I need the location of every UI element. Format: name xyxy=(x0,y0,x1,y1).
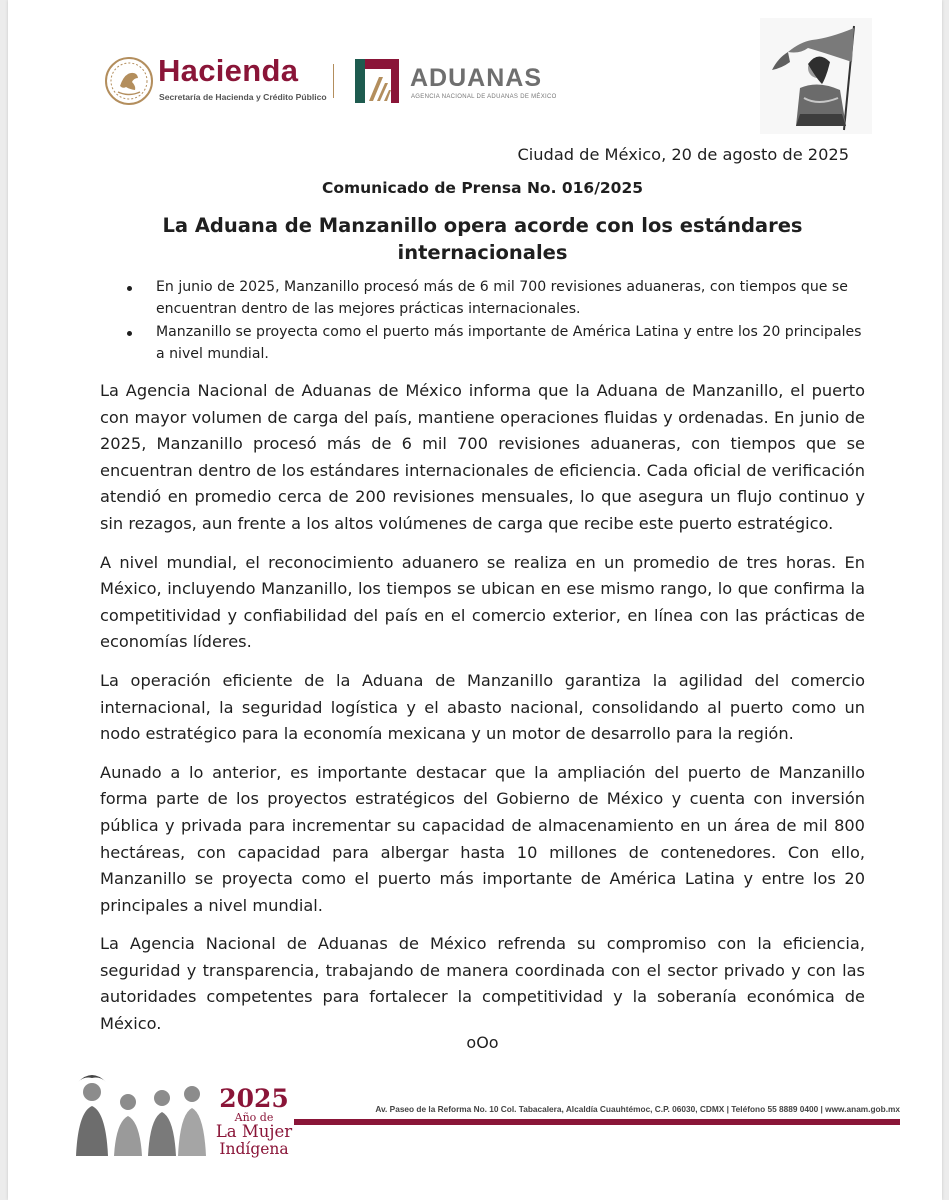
summary-bullet-text: En junio de 2025, Manzanillo procesó más de 6 mil 700 revisiones aduaneras, con tiempos que se encuentran dentro de las mejores prácticas internacionales. xyxy=(156,279,848,317)
headline: La Aduana de Manzanillo opera acorde con los estándares internacionales xyxy=(162,214,803,264)
body-paragraph: La Agencia Nacional de Aduanas de México informa que la Aduana de Manzanillo, el puerto con mayor volumen de carga del país, mantiene operaciones fluidas y ordenadas. En junio de 2025, Manzanillo procesó más de 6 mil 700 revisiones aduaneras, con tiempos que se encuentran dentro de los estándares internacionales de eficiencia. Cada oficial de verificación atendió en promedio cerca de 200 revisiones mensuales, lo que asegura un flujo continuo y sin rezagos, aun frente a los altos volúmenes de carga que recibe este puerto estratégico. xyxy=(100,381,865,533)
body-paragraph: A nivel mundial, el reconocimiento aduanero se realiza en un promedio de tres horas. En México, incluyendo Manzanillo, los tiempos se ubican en ese mismo rango, lo que confirma la competitividad y confiabilidad del país en el comercio exterior, en línea con las prácticas de economías líderes. xyxy=(100,552,865,652)
heroine-flag-illustration xyxy=(760,18,872,134)
hacienda-subtitle: Secretaría de Hacienda y Crédito Público xyxy=(159,92,327,102)
year-of-indigenous-woman-logo xyxy=(214,1086,294,1158)
year-subtitle-3: Indígena xyxy=(219,1140,289,1158)
closing-mark: oOo xyxy=(466,1033,499,1052)
hacienda-title: Hacienda xyxy=(158,53,299,88)
mexico-seal-logo xyxy=(104,56,154,106)
footer-rule xyxy=(294,1119,900,1125)
body-paragraph: Aunado a lo anterior, es importante destacar que la ampliación del puerto de Manzanillo forma parte de los proyectos estratégicos del Gobierno de México y cuenta con inversión pública y privada para incrementar su capacidad de almacenamiento en un área de mil 800 hectáreas, con capacidad para albergar hasta 10 millones de contenedores. Con ello, Manzanillo se proyecta como el puerto más importante de América Latina y entre los 20 principales a nivel mundial. xyxy=(100,762,865,915)
release-number: Comunicado de Prensa No. 016/2025 xyxy=(321,179,644,197)
year-label: 2025 xyxy=(219,1084,289,1113)
aduanas-subtitle: AGENCIA NACIONAL DE ADUANAS DE MÉXICO xyxy=(411,94,557,100)
summary-bullet-text: Manzanillo se proyecta como el puerto más importante de América Latina y entre los 20 principales a nivel mundial. xyxy=(156,324,862,362)
release-date: Ciudad de México, 20 de agosto de 2025 xyxy=(517,145,849,164)
year-subtitle-1: Año de xyxy=(234,1111,274,1124)
document-page xyxy=(8,0,942,1200)
summary-bullets xyxy=(127,277,867,367)
bullet-dot-icon xyxy=(127,331,132,336)
logo-divider xyxy=(333,64,334,98)
summary-bullet xyxy=(127,277,867,320)
body-paragraph: La Agencia Nacional de Aduanas de México refrenda su compromiso con la eficiencia, seguridad y transparencia, trabajando de manera coordinada con el sector privado y con las autoridades competentes para fortalecer la competitividad y la soberanía económica de México. xyxy=(100,934,865,1034)
summary-bullet xyxy=(127,322,867,365)
body-text xyxy=(100,378,865,1050)
aduanas-logo-mark xyxy=(353,57,401,105)
body-paragraph: La operación eficiente de la Aduana de Manzanillo garantiza la agilidad del comercio internacional, la seguridad logística y el abasto nacional, consolidando al puerto como un nodo estratégico para la economía mexicana y un motor de desarrollo para la región. xyxy=(100,670,865,744)
bullet-dot-icon xyxy=(127,286,132,291)
year-subtitle-2: La Mujer xyxy=(215,1122,293,1141)
indigenous-women-illustration xyxy=(70,1068,212,1156)
footer-address: Av. Paseo de la Reforma No. 10 Col. Tabacalera, Alcaldía Cuauhtémoc, C.P. 06030, CDMX | Teléfono 55 8889 0400 | www.anam.gob.mx xyxy=(375,1104,900,1114)
aduanas-title: ADUANAS xyxy=(410,64,542,92)
